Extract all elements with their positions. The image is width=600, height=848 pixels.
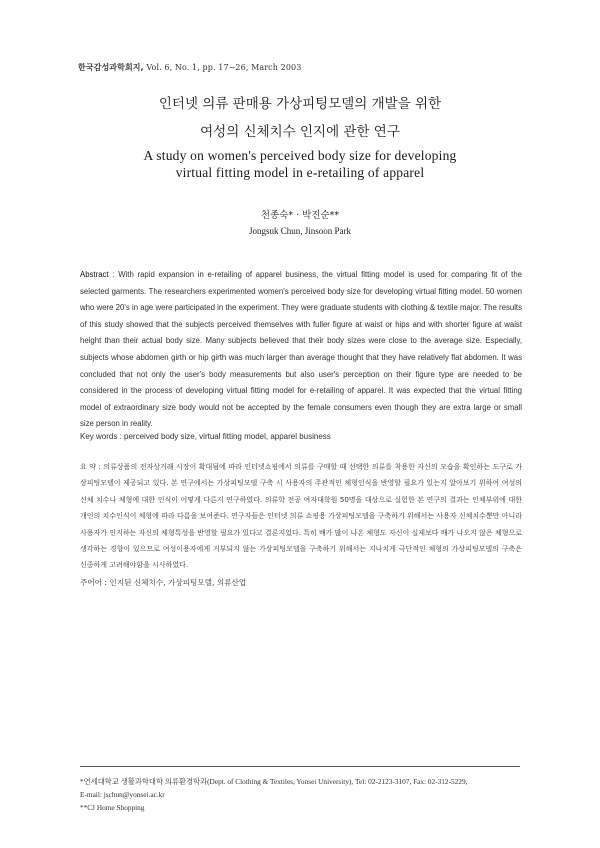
footnote-email: E-mail: jschun@yonsei.ac.kr	[80, 790, 165, 799]
korean-keywords-text: 인지된 신체치수, 가상피팅모델, 의류산업	[109, 578, 247, 587]
abstract-label: Abstract	[80, 270, 109, 279]
journal-citation	[78, 62, 301, 73]
footnote-affiliation-line-1: *연세대학교 생활과학대학 의류환경학과(Dept. of Clothing & Textiles, Yonsei University), Tel: 02-2123-3107, Fax: 02-312-5229,	[80, 777, 468, 786]
footnote-affiliation	[80, 775, 525, 801]
keywords-text: perceived body size, virtual fitting model, apparel business	[124, 432, 331, 441]
journal-name: 한국감성과학회지,	[78, 63, 144, 72]
korean-abstract-label: 요 약	[80, 463, 97, 471]
footnote-second-author: **CJ Home Shopping	[80, 803, 145, 812]
abstract-text: With rapid expansion in e-retailing of apparel business, the virtual fitting model is used for comparing fit of the selected garments. The researchers experimented women's perceived body size for developing virtual fitting model. 50 women who were 20's in age were participated in the experiment. They were graduate students with clothing & textile major. The results of this study showed that the subjects perceived themselves with fuller figure at waist or hips and with shorter figure at waist height than their actual body size. Many subjects believed that their body sizes were close to the average size. Especially, subjects whose abdomen girth or hip girth was much larger than average thought that they have relatively flat abdomen. It was concluded that not only the user's body measurements but also user's perception on their figure type are needed to be considered in the process of developing virtual fitting model for e-retailing of apparel. It was expected that the virtual fitting model of extraordinary size body would not be accepted by the female consumers even though they are extra large or small size person in reality.	[80, 270, 523, 429]
authors-english: Jongsuk Chun, Jinsoon Park	[248, 226, 351, 236]
korean-abstract: 요 약 : 의류상품의 전자상거래 시장이 확대됨에 따라 인터넷쇼핑에서 의류를 구매할 때 선택한 의류를 착용한 자신의 모습을 확인하는 도구로 가상피팅모델이 제공되고 있다. 본 연구에서는 가상피팅모델 구축 시 사용자의 주관적인 체형인식을 반영할 필요가 있는지 알아보기 위하여 여성의 신체 치수나 체형에 대한 인식이 어떻게 다른지 연구하였다. 의류학 전공 여자대학원 50명을 대상으로 실험한 본 연구의 결과는 인체부위에 대한 개인의 치수인식이 체형에 따라 다름을 보여준다. 연구자들은 인터넷 의류 쇼핑용 가상피팅모델을 구축하기 위해서는 사용자 신체치수뿐만 아니라 사용자가 인지하는 자신의 체형특성을 반영할 필요가 있다고 결론지었다. 특히 배가 많이 나온 체형도 자신이 실제보다 배가 나오지 않은 체형으로 생각하는 경향이 있으므로 여성이용자에게 거부되지 않는 가상피팅모델을 구축하기 위해서는 지나치게 극단적인 체형의 가상피팅모델의 구축은 신중하게 고려해야함을 시사하였다.	[80, 463, 523, 570]
english-keywords: Key words : perceived body size, virtual fitting model, apparel business	[80, 432, 331, 441]
english-title-line-1: A study on women's perceived body size for developing	[143, 148, 457, 163]
journal-volume: Vol. 6, No. 1, pp. 17−26, March 2003	[143, 63, 302, 72]
keywords-label: Key words	[80, 432, 118, 441]
korean-abstract-text: 의류상품의 전자상거래 시장이 확대됨에 따라 인터넷쇼핑에서 의류를 구매할 때 선택한 의류를 착용한 자신의 모습을 확인하는 도구로 가상피팅모델이 제공되고 있다. 본 연구에서는 가상피팅모델 구축 시 사용자의 주관적인 체형인식을 반영할 필요가 있는지 알아보기 위하여 여성의 신체 치수나 체형에 대한 인식이 어떻게 다른지 연구하였다. 의류학 전공 여자대학원 50명을 대상으로 실험한 본 연구의 결과는 인체부위에 대한 개인의 치수인식이 체형에 따라 다름을 보여준다. 연구자들은 인터넷 의류 쇼핑용 가상피팅모델을 구축하기 위해서는 사용자 신체치수뿐만 아니라 사용자가 인지하는 자신의 체형특성을 반영할 필요가 있다고 결론지었다. 특히 배가 많이 나온 체형도 자신이 실제보다 배가 나오지 않은 체형으로 생각하는 경향이 있으므로 여성이용자에게 거부되지 않는 가상피팅모델을 구축하기 위해서는 지나치게 극단적인 체형의 가상피팅모델의 구축은 신중하게 고려해야함을 시사하였다.	[80, 463, 523, 570]
korean-title-line-1: 인터넷 의류 판매용 가상피팅모델의 개발을 위한	[158, 96, 442, 112]
korean-keywords-label: 주어어	[80, 578, 103, 587]
authors-korean: 천종숙* · 박진순**	[260, 210, 340, 221]
english-abstract: Abstract : With rapid expansion in e-retailing of apparel business, the virtual fitting model is used for comparing fit of the selected garments. The researchers experimented women's perceived body size for developing virtual fitting model. 50 women who were 20's in age were participated in the experiment. They were graduate students with clothing & textile major. The results of this study showed that the subjects perceived themselves with fuller figure at waist or hips and with shorter figure at waist height than their actual body size. Many subjects believed that their body sizes were close to the average size. Especially, subjects whose abdomen girth or hip girth was much larger than average thought that they have relatively flat abdomen. It was concluded that not only the user's body measurements but also user's perception on their figure type are needed to be considered in the process of developing virtual fitting model for e-retailing of apparel. It was expected that the virtual fitting model of extraordinary size body would not be accepted by the female consumers even though they are extra large or small size person in reality.	[80, 270, 523, 429]
korean-keywords: 주어어 : 인지된 신체치수, 가상피팅모델, 의류산업	[80, 578, 247, 587]
footnote-divider	[80, 766, 520, 767]
english-title-line-2: virtual fitting model in e-retailing of apparel	[175, 165, 425, 180]
korean-title-line-2: 여성의 신체치수 인지에 관한 연구	[200, 124, 400, 140]
